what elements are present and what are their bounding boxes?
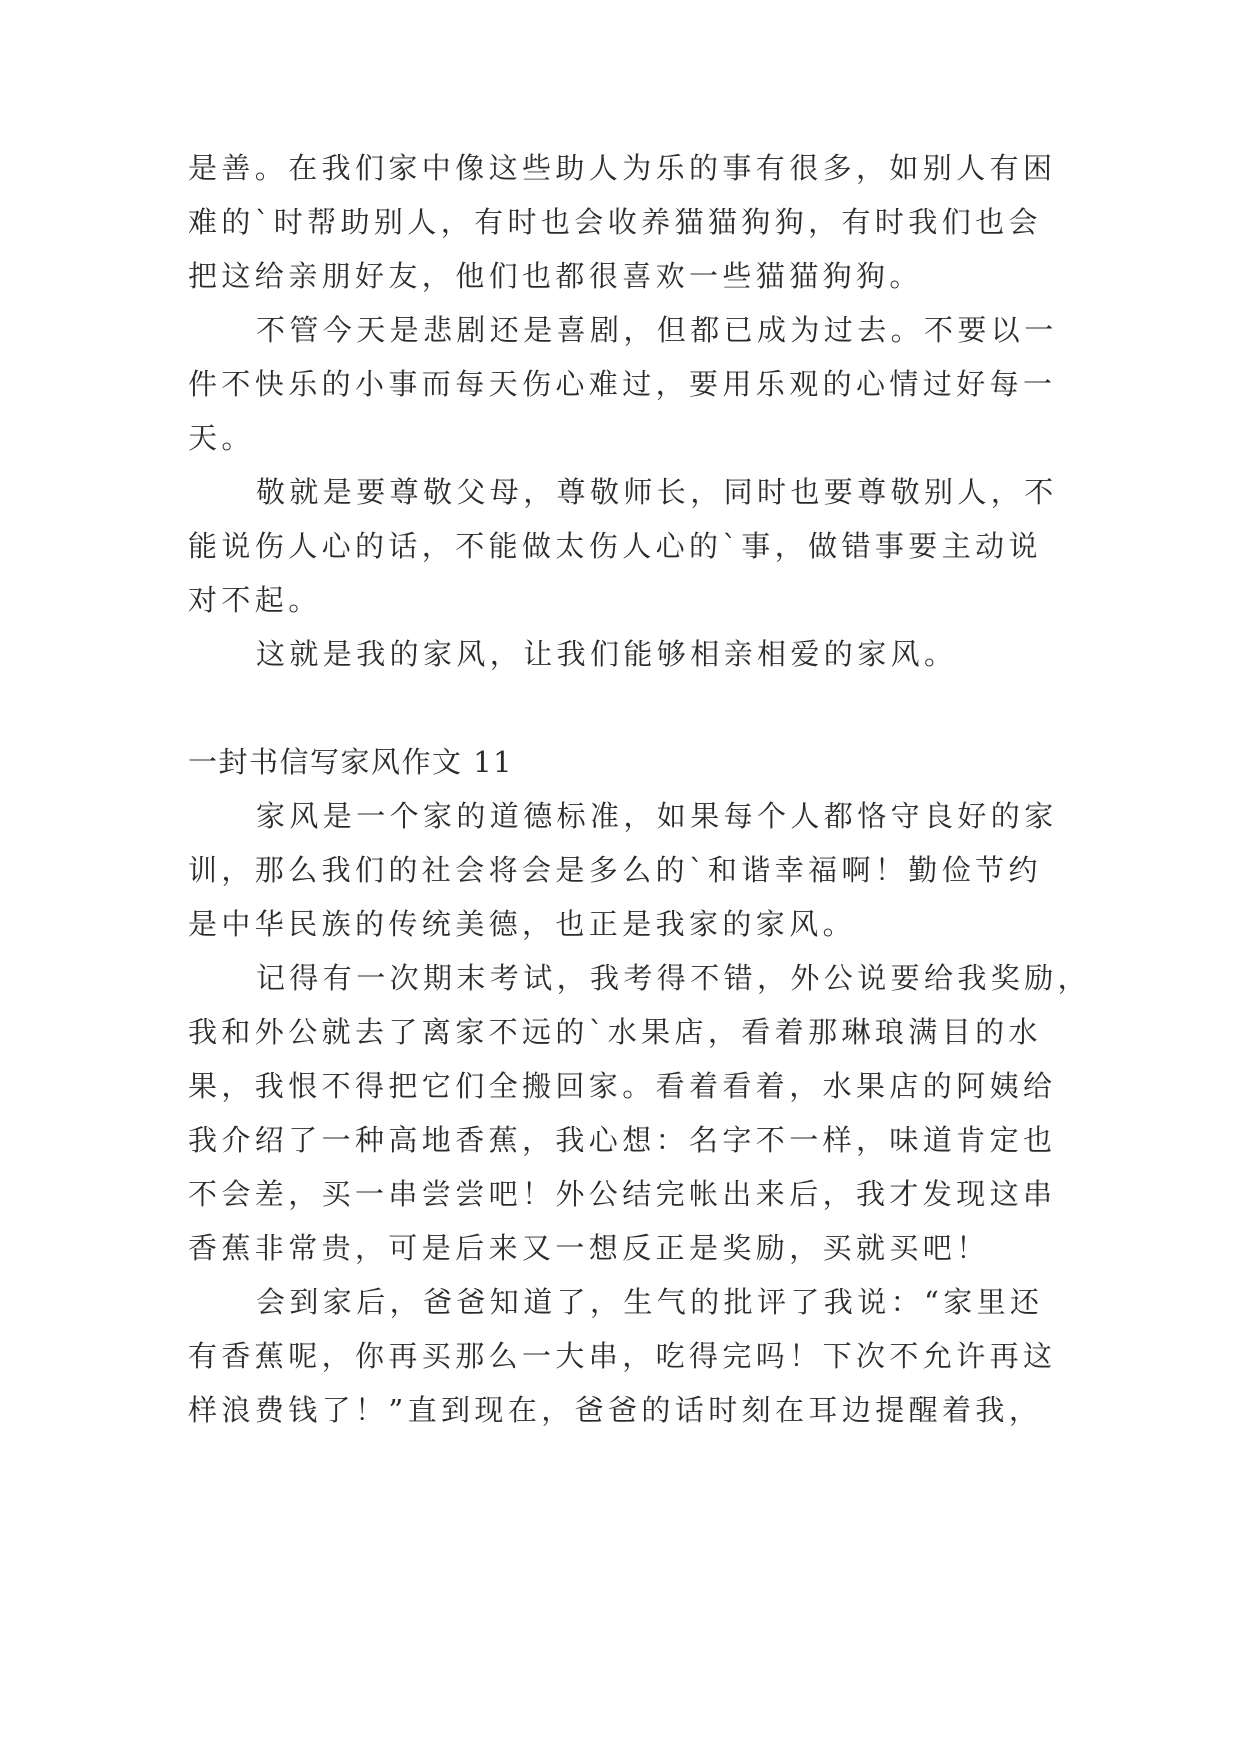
text-line: 训，那么我们的社会将会是多么的`和谐幸福啊！勤俭节约: [188, 853, 1042, 887]
paragraph-first-line: 家风是一个家的道德标准，如果每个人都恪守良好的家: [256, 799, 1058, 833]
text-line: 香蕉非常贵，可是后来又一想反正是奖励，买就买吧！: [188, 1231, 990, 1265]
paragraph-first-line: 不管今天是悲剧还是喜剧，但都已成为过去。不要以一: [256, 313, 1058, 347]
text-line: 是善。在我们家中像这些助人为乐的事有很多，如别人有困: [188, 151, 1057, 185]
text-line: 我和外公就去了离家不远的`水果店，看着那琳琅满目的水: [188, 1015, 1042, 1049]
paragraph-first-line: 记得有一次期末考试，我考得不错，外公说要给我奖励，: [256, 961, 1092, 995]
paragraph-first-line: 敬就是要尊敬父母，尊敬师长，同时也要尊敬别人，不: [256, 475, 1058, 509]
text-line: 样浪费钱了！”直到现在，爸爸的话时刻在耳边提醒着我，: [188, 1393, 1043, 1427]
text-line: 难的`时帮助别人，有时也会收养猫猫狗狗，有时我们也会: [188, 205, 1042, 239]
paragraph-first-line: 这就是我的家风，让我们能够相亲相爱的家风。: [256, 637, 958, 671]
paragraph-first-line: 会到家后，爸爸知道了，生气的批评了我说：“家里还: [256, 1285, 1044, 1319]
text-line: 件不快乐的小事而每天伤心难过，要用乐观的心情过好每一: [188, 367, 1057, 401]
text-line: 能说伤人心的话，不能做太伤人心的`事，做错事要主动说: [188, 529, 1042, 563]
text-line: 是中华民族的传统美德，也正是我家的家风。: [188, 907, 857, 941]
text-line: 有香蕉呢，你再买那么一大串，吃得完吗！下次不允许再这: [188, 1339, 1057, 1373]
text-line: 把这给亲朋好友，他们也都很喜欢一些猫猫狗狗。: [188, 259, 923, 293]
text-line: 天。: [188, 421, 255, 455]
section-heading: 一封书信写家风作文 11: [188, 745, 514, 779]
text-line: 对不起。: [188, 583, 322, 617]
text-line: 不会差，买一串尝尝吧！外公结完帐出来后，我才发现这串: [188, 1177, 1057, 1211]
text-line: 我介绍了一种高地香蕉，我心想：名字不一样，味道肯定也: [188, 1123, 1057, 1157]
text-line: 果，我恨不得把它们全搬回家。看着看着，水果店的阿姨给: [188, 1069, 1057, 1103]
